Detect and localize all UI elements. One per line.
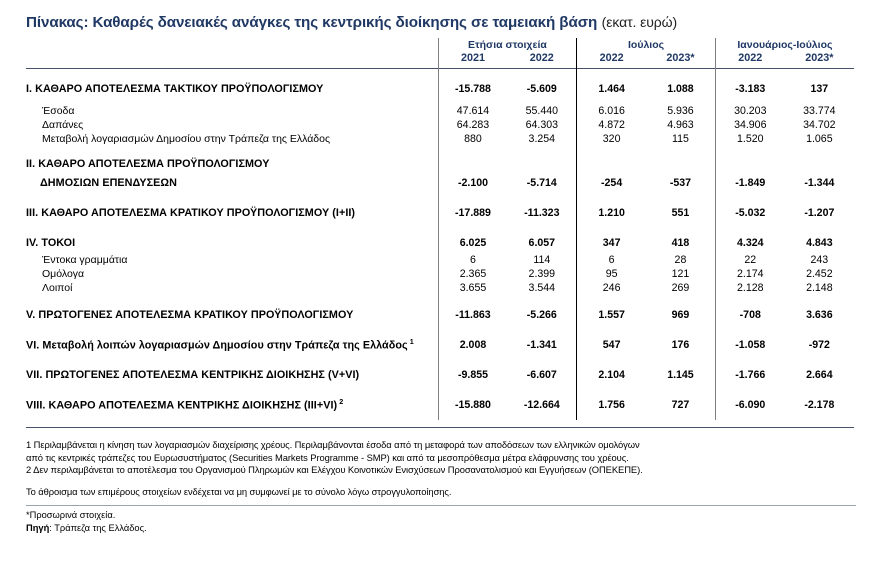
header-spacer-2 bbox=[26, 52, 438, 69]
table-row bbox=[26, 334, 854, 355]
row-value: 115 bbox=[672, 133, 689, 145]
row-value: 176 bbox=[671, 338, 690, 351]
row-value: 34.702 bbox=[803, 119, 836, 131]
footnote-marker: 2 bbox=[337, 397, 344, 407]
table-bottom-rule bbox=[26, 427, 854, 428]
row-value: 55.440 bbox=[525, 105, 558, 117]
row-value: 2.365 bbox=[438, 267, 507, 281]
table-spacer-row bbox=[26, 415, 854, 420]
spacer-cell bbox=[438, 415, 507, 420]
spacer-cell bbox=[646, 415, 715, 420]
spacer-cell bbox=[26, 325, 438, 334]
footnote-2: 2 Δεν περιλαμβάνεται το αποτέλεσμα του Οργανισμού Πληρωμών και Ελέγχου Κοινοτικών Ενισχύσεων Προσανατολισμού και Εγγυήσεων (ΟΠΕΚΕΠΕ). bbox=[26, 464, 643, 476]
row-value: 320 bbox=[577, 132, 646, 146]
row-value: -1.344 bbox=[804, 176, 835, 189]
spacer-cell bbox=[785, 295, 854, 304]
spacer-cell bbox=[715, 295, 784, 304]
table-row bbox=[26, 267, 854, 281]
row-value: -11.323 bbox=[524, 206, 560, 219]
footnote-marker: 1 bbox=[407, 337, 414, 347]
row-label: Έντοκα γραμμάτια bbox=[42, 254, 128, 266]
row-label: ΔΗΜΟΣΙΩΝ ΕΠΕΝΔΥΣΕΩΝ bbox=[40, 176, 177, 189]
table-row bbox=[26, 394, 854, 415]
row-value: -1.058 bbox=[715, 334, 784, 355]
table-row bbox=[26, 281, 854, 295]
row-value: 880 bbox=[438, 132, 507, 146]
spacer-cell bbox=[26, 193, 438, 202]
spacer-cell bbox=[507, 295, 576, 304]
row-value: 64.303 bbox=[525, 119, 558, 131]
row-value: 1.520 bbox=[715, 132, 784, 146]
page-title bbox=[0, 0, 880, 32]
table-header bbox=[26, 38, 854, 69]
spacer-cell bbox=[438, 146, 507, 155]
footnotes bbox=[26, 439, 856, 535]
row-value: 6.057 bbox=[528, 236, 556, 249]
row-value: 6 bbox=[577, 253, 646, 267]
spacer-cell bbox=[577, 415, 646, 420]
header-spacer bbox=[26, 38, 438, 52]
row-value: 3.655 bbox=[438, 281, 507, 295]
row-value: 2.452 bbox=[806, 268, 833, 280]
col-janjuly-2022: 2022 bbox=[715, 52, 784, 69]
spacer-cell bbox=[26, 69, 438, 78]
row-label: VIII. ΚΑΘΑΡΟ ΑΠΟΤΕΛΕΣΜΑ ΚΕΝΤΡΙΚΗΣ ΔΙΟΙΚΗΣΗΣ (III+VI) $^2$ bbox=[26, 397, 344, 412]
column-group-july: Ιούλιος bbox=[577, 38, 716, 52]
spacer-cell bbox=[715, 385, 784, 394]
row-value: 2.664 bbox=[806, 368, 833, 381]
column-group-jan-july: Ιανουάριος-Ιούλιος bbox=[715, 38, 854, 52]
spacer-cell bbox=[785, 415, 854, 420]
row-value: 121 bbox=[671, 268, 690, 280]
table-spacer-row bbox=[26, 355, 854, 364]
column-group-header-row bbox=[26, 38, 854, 52]
spacer-cell bbox=[507, 193, 576, 202]
spacer-cell bbox=[438, 325, 507, 334]
row-value: 4.843 bbox=[806, 236, 833, 249]
row-value: 246 bbox=[577, 281, 646, 295]
footnote-separator bbox=[26, 505, 856, 506]
spacer-cell bbox=[785, 355, 854, 364]
financial-table bbox=[26, 38, 854, 420]
table-spacer-row bbox=[26, 146, 854, 155]
row-label: IV. ΤΟΚΟΙ bbox=[26, 236, 76, 249]
table-spacer-row bbox=[26, 325, 854, 334]
spacer-cell bbox=[715, 415, 784, 420]
spacer-cell bbox=[715, 69, 784, 78]
spacer-cell bbox=[438, 295, 507, 304]
row-label: V. ΠΡΩΤΟΓΕΝΕΣ ΑΠΟΤΕΛΕΣΜΑ ΚΡΑΤΙΚΟΥ ΠΡΟΫΠΟΛΟΓΙΣΜΟΥ bbox=[26, 308, 354, 321]
spacer-cell bbox=[507, 415, 576, 420]
table-spacer-row bbox=[26, 295, 854, 304]
spacer-cell bbox=[646, 355, 715, 364]
spacer-cell bbox=[646, 295, 715, 304]
table-row bbox=[26, 172, 854, 193]
source-note bbox=[26, 522, 856, 535]
table-row bbox=[26, 253, 854, 267]
spacer-cell bbox=[785, 146, 854, 155]
spacer-cell bbox=[507, 325, 576, 334]
row-value: 547 bbox=[577, 334, 646, 355]
spacer-cell bbox=[26, 223, 438, 232]
spacer-cell bbox=[646, 69, 715, 78]
row-value: -15.880 bbox=[438, 394, 507, 415]
spacer-cell bbox=[507, 146, 576, 155]
spacer-cell bbox=[577, 325, 646, 334]
table-spacer-row bbox=[26, 223, 854, 232]
row-value: 2.399 bbox=[528, 268, 556, 280]
spacer-cell bbox=[785, 325, 854, 334]
row-value: -254 bbox=[577, 172, 646, 193]
row-value: 243 bbox=[810, 254, 829, 266]
row-value: 64.283 bbox=[438, 118, 507, 132]
table-spacer-row bbox=[26, 69, 854, 78]
row-value: -5.032 bbox=[715, 202, 784, 223]
col-july-2022: 2022 bbox=[577, 52, 646, 69]
row-value: 269 bbox=[671, 282, 690, 294]
col-july-2023: 2023* bbox=[666, 52, 695, 64]
provisional-note: *Προσωρινά στοιχεία. bbox=[26, 510, 116, 521]
column-year-header-row bbox=[26, 52, 854, 69]
spacer-cell bbox=[577, 355, 646, 364]
source-value: : Τράπεζα της Ελλάδος. bbox=[49, 523, 147, 534]
footnote-1-line-1: 1 Περιλαμβάνεται η κίνηση των λογαριασμών διαχείρισης χρέους. Περιλαμβάνονται έσοδα από τη μεταφορά των αποδόσεων των ελληνικών ομολόγων bbox=[26, 439, 640, 450]
rounding-note: Το άθροισμα των επιμέρους στοιχείων ενδέχεται να μη συμφωνεί με το σύνολο λόγω στρογγυλοποίησης. bbox=[26, 485, 452, 497]
spacer-cell bbox=[646, 385, 715, 394]
spacer-cell bbox=[577, 385, 646, 394]
table-row bbox=[26, 118, 854, 132]
row-value: 137 bbox=[810, 82, 829, 95]
row-label: Έσοδα bbox=[42, 105, 75, 117]
row-value: 4.872 bbox=[577, 118, 646, 132]
row-label: VI. Μεταβολή λοιπών λογαριασμών Δημοσίου στην Τράπεζα της Ελλάδος $^1$ bbox=[26, 337, 414, 352]
spacer-cell bbox=[438, 355, 507, 364]
row-value: -12.664 bbox=[523, 398, 560, 411]
table-row bbox=[26, 132, 854, 146]
row-value: 1.088 bbox=[667, 82, 694, 95]
spacer-cell bbox=[26, 295, 438, 304]
row-value: -537 bbox=[669, 176, 692, 189]
row-value: 969 bbox=[671, 308, 690, 321]
row-value: 5.936 bbox=[667, 105, 694, 117]
row-value: 4.963 bbox=[667, 119, 694, 131]
row-label: Δαπάνες bbox=[42, 119, 84, 131]
spacer-cell bbox=[785, 193, 854, 202]
spacer-cell bbox=[577, 146, 646, 155]
row-value: 2.104 bbox=[577, 364, 646, 385]
row-value: 2.174 bbox=[715, 267, 784, 281]
spacer-cell bbox=[785, 223, 854, 232]
spacer-cell bbox=[646, 325, 715, 334]
spacer-cell bbox=[577, 69, 646, 78]
table-row bbox=[26, 304, 854, 325]
row-value bbox=[438, 155, 507, 172]
row-label: III. ΚΑΘΑΡΟ ΑΠΟΤΕΛΕΣΜΑ ΚΡΑΤΙΚΟΥ ΠΡΟΫΠΟΛΟΓΙΣΜΟΥ (I+II) bbox=[26, 206, 356, 219]
row-value: 30.203 bbox=[715, 104, 784, 118]
row-value: -5.609 bbox=[526, 82, 557, 95]
row-value: 1.145 bbox=[667, 368, 694, 381]
row-value: -972 bbox=[808, 338, 830, 351]
row-value: -17.889 bbox=[438, 202, 507, 223]
row-label: Μεταβολή λογαριασμών Δημοσίου στην Τράπεζα της Ελλάδος bbox=[42, 133, 331, 145]
row-value: 3.544 bbox=[528, 282, 556, 294]
row-value: -9.855 bbox=[438, 364, 507, 385]
table-row bbox=[26, 78, 854, 99]
row-label: Λοιποί bbox=[42, 282, 73, 294]
spacer-cell bbox=[785, 69, 854, 78]
spacer-cell bbox=[577, 193, 646, 202]
row-value: 1.557 bbox=[577, 304, 646, 325]
spacer-cell bbox=[577, 223, 646, 232]
spacer-cell bbox=[577, 295, 646, 304]
row-value: -5.266 bbox=[526, 308, 557, 321]
row-label: VII. ΠΡΩΤΟΓΕΝΕΣ ΑΠΟΤΕΛΕΣΜΑ ΚΕΝΤΡΙΚΗΣ ΔΙΟΙΚΗΣΗΣ (V+VI) bbox=[26, 368, 360, 381]
spacer-cell bbox=[507, 355, 576, 364]
footnote-gap bbox=[26, 477, 856, 486]
spacer-cell bbox=[715, 325, 784, 334]
row-value: 22 bbox=[715, 253, 784, 267]
row-value bbox=[785, 155, 854, 172]
row-value: -2.178 bbox=[804, 398, 835, 411]
table-spacer-row bbox=[26, 385, 854, 394]
spacer-cell bbox=[646, 193, 715, 202]
table-row bbox=[26, 104, 854, 118]
page-title-unit: (εκατ. ευρώ) bbox=[601, 14, 678, 30]
spacer-cell bbox=[715, 355, 784, 364]
row-value: -2.100 bbox=[438, 172, 507, 193]
spacer-cell bbox=[26, 385, 438, 394]
column-group-annual: Ετήσια στοιχεία bbox=[438, 38, 577, 52]
row-value: -5.714 bbox=[526, 176, 557, 189]
row-value bbox=[715, 155, 784, 172]
row-value: 6.025 bbox=[438, 232, 507, 253]
spacer-cell bbox=[646, 223, 715, 232]
row-value: 1.065 bbox=[806, 133, 833, 145]
row-value: -1.766 bbox=[715, 364, 784, 385]
row-value: 4.324 bbox=[715, 232, 784, 253]
spacer-cell bbox=[507, 69, 576, 78]
row-value: 47.614 bbox=[438, 104, 507, 118]
row-value: -6.607 bbox=[526, 368, 557, 381]
spacer-cell bbox=[715, 146, 784, 155]
row-label: II. ΚΑΘΑΡΟ ΑΠΟΤΕΛΕΣΜΑ ΠΡΟΫΠΟΛΟΓΙΣΜΟΥ bbox=[26, 157, 270, 170]
row-value bbox=[646, 155, 715, 172]
row-value bbox=[507, 155, 576, 172]
row-value: -708 bbox=[715, 304, 784, 325]
table-row bbox=[26, 364, 854, 385]
row-value: 2.008 bbox=[438, 334, 507, 355]
table-body bbox=[26, 69, 854, 420]
spacer-cell bbox=[438, 69, 507, 78]
source-label: Πηγή bbox=[26, 523, 50, 534]
row-value: 1.756 bbox=[577, 394, 646, 415]
row-value: 2.128 bbox=[715, 281, 784, 295]
row-value: 34.906 bbox=[715, 118, 784, 132]
row-value: 3.636 bbox=[806, 308, 833, 321]
row-value: 727 bbox=[671, 398, 690, 411]
row-value: 33.774 bbox=[803, 105, 836, 117]
table-row bbox=[26, 232, 854, 253]
spacer-cell bbox=[438, 385, 507, 394]
row-value: -11.863 bbox=[438, 304, 507, 325]
row-value: 1.210 bbox=[577, 202, 646, 223]
spacer-cell bbox=[26, 355, 438, 364]
row-value: -15.788 bbox=[438, 78, 507, 99]
row-value: -1.849 bbox=[715, 172, 784, 193]
row-value: 551 bbox=[671, 206, 690, 219]
page-title-main: Πίνακας: Καθαρές δανειακές ανάγκες της κεντρικής διοίκησης σε ταμειακή βάση bbox=[26, 14, 598, 31]
spacer-cell bbox=[715, 193, 784, 202]
table-row bbox=[26, 202, 854, 223]
row-value bbox=[577, 155, 646, 172]
row-value: -6.090 bbox=[715, 394, 784, 415]
col-janjuly-2023: 2023* bbox=[805, 52, 834, 64]
footnote-1-line-2: από τις κεντρικές τράπεζες του Ευρωσυστήματος (Securities Markets Programme - SMP) και από τα μεσοπρόθεσμα μέτρα ελάφρυνσης του χρέους. bbox=[26, 451, 629, 463]
table-row bbox=[26, 155, 854, 172]
spacer-cell bbox=[438, 223, 507, 232]
spacer-cell bbox=[507, 385, 576, 394]
col-annual-2021: 2021 bbox=[438, 52, 507, 69]
spacer-cell bbox=[507, 223, 576, 232]
row-label: I. ΚΑΘΑΡΟ ΑΠΟΤΕΛΕΣΜΑ ΤΑΚΤΙΚΟΥ ΠΡΟΫΠΟΛΟΓΙΣΜΟΥ bbox=[26, 82, 324, 95]
row-value: 2.148 bbox=[806, 282, 833, 294]
row-value: 3.254 bbox=[528, 133, 556, 145]
row-value: -3.183 bbox=[715, 78, 784, 99]
financial-table-wrapper bbox=[26, 38, 854, 420]
spacer-cell bbox=[26, 146, 438, 155]
spacer-cell bbox=[715, 223, 784, 232]
row-value: 418 bbox=[671, 236, 690, 249]
spacer-cell bbox=[785, 385, 854, 394]
row-value: 1.464 bbox=[577, 78, 646, 99]
spacer-cell bbox=[438, 193, 507, 202]
row-value: 347 bbox=[577, 232, 646, 253]
row-value: 114 bbox=[533, 254, 551, 266]
row-value: 6 bbox=[438, 253, 507, 267]
table-spacer-row bbox=[26, 193, 854, 202]
row-value: -1.207 bbox=[804, 206, 835, 219]
row-value: 6.016 bbox=[577, 104, 646, 118]
row-label: Ομόλογα bbox=[42, 268, 85, 280]
row-value: 95 bbox=[577, 267, 646, 281]
row-value: -1.341 bbox=[526, 338, 557, 351]
row-value: 28 bbox=[674, 254, 687, 266]
spacer-cell bbox=[26, 415, 438, 420]
spacer-cell bbox=[646, 146, 715, 155]
col-annual-2022: 2022 bbox=[529, 52, 554, 64]
